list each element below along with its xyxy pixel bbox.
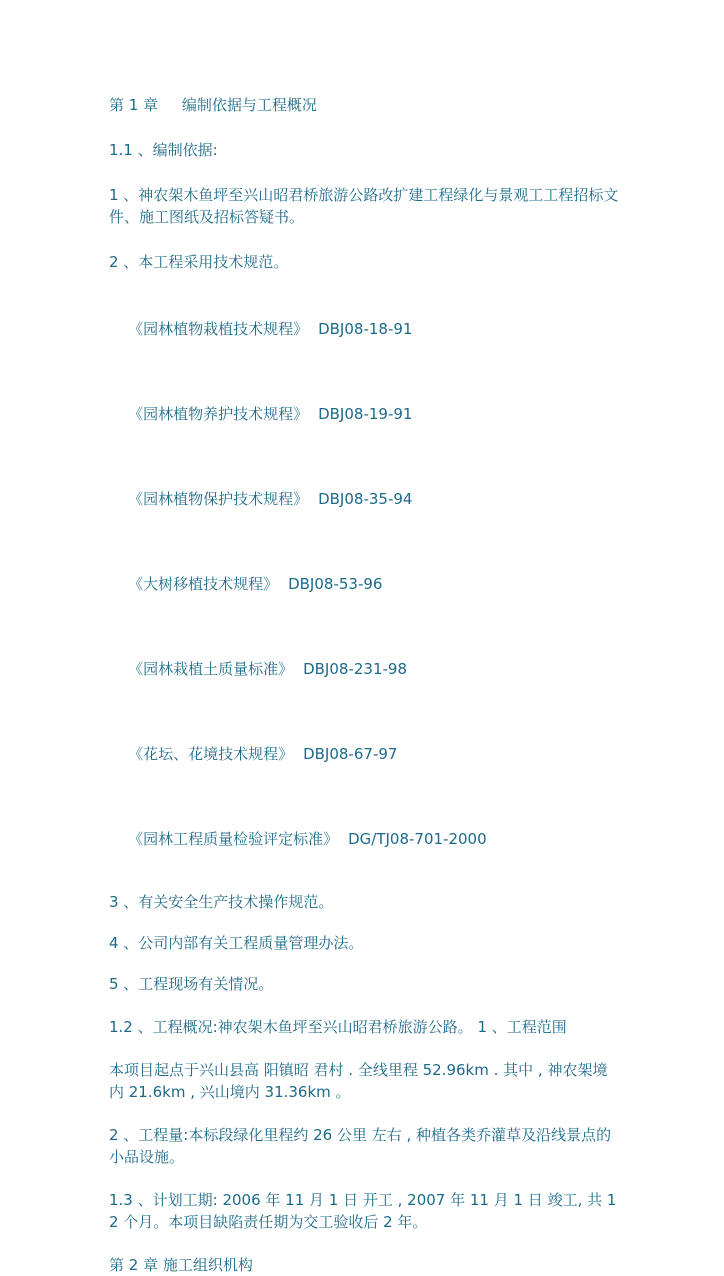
standard-code: DBJ08-67-97 [303, 745, 398, 763]
standard-code: DBJ08-19-91 [318, 405, 413, 423]
standard-name: 《园林栽植土质量标准》 [128, 660, 294, 678]
basis-item-3: 3 、有关安全生产技术操作规范。 [109, 893, 334, 911]
chapter-2-heading: 第 2 章 施工组织机构 [109, 1256, 253, 1274]
standard-item [109, 636, 619, 702]
section-1-1-heading: 1.1 、编制依据: [109, 141, 218, 159]
standard-code: DBJ08-231-98 [303, 660, 407, 678]
standard-name: 《园林植物养护技术规程》 [128, 405, 309, 423]
quantity-paragraph: 2 、工程量:本标段绿化里程约 26 公里 左右 , 种植各类乔灌草及沿线景点的小品设施。 [109, 1126, 612, 1166]
standard-name: 《园林植物保护技术规程》 [128, 490, 309, 508]
standard-item [109, 551, 619, 617]
standard-name: 《大树移植技术规程》 [128, 575, 279, 593]
standard-item [109, 466, 619, 532]
basis-item-1: 1 、神农架木鱼坪至兴山昭君桥旅游公路改扩建工程绿化与景观工工程招标文件、施工图纸及招标答疑书。 [109, 186, 619, 226]
standard-item [109, 721, 619, 787]
section-1-3-paragraph: 1.3 、计划工期: 2006 年 11 月 1 日 开工 , 2007 年 11 月 1 日 竣工, 共 12 个月。本项目缺陷责任期为交工验收后 2 年。 [109, 1191, 617, 1231]
standard-name: 《园林工程质量检验评定标准》 [128, 830, 339, 848]
standard-code: DBJ08-18-91 [318, 320, 413, 338]
scope-paragraph: 本项目起点于兴山县高 阳镇昭 君村 . 全线里程 52.96km . 其中 , 神农架境内 21.6km , 兴山境内 31.36km 。 [109, 1061, 608, 1101]
basis-item-5: 5 、工程现场有关情况。 [109, 975, 274, 993]
section-1-2-heading: 1.2 、工程概况:神农架木鱼坪至兴山昭君桥旅游公路。 1 、工程范围 [109, 1018, 567, 1036]
standard-name: 《花坛、花境技术规程》 [128, 745, 294, 763]
standard-code: DBJ08-35-94 [318, 490, 413, 508]
document-page [109, 94, 619, 1276]
standard-name: 《园林植物栽植技术规程》 [128, 320, 309, 338]
standard-code: DG/TJ08-701-2000 [348, 830, 487, 848]
basis-item-2: 2 、本工程采用技术规范。 [109, 253, 289, 271]
chapter-1-heading: 第 1 章 编制依据与工程概况 [109, 96, 317, 114]
standard-item [109, 381, 619, 447]
standard-code: DBJ08-53-96 [288, 575, 383, 593]
standard-item [109, 806, 619, 872]
basis-item-4: 4 、公司内部有关工程质量管理办法。 [109, 934, 364, 952]
standard-item [109, 296, 619, 362]
